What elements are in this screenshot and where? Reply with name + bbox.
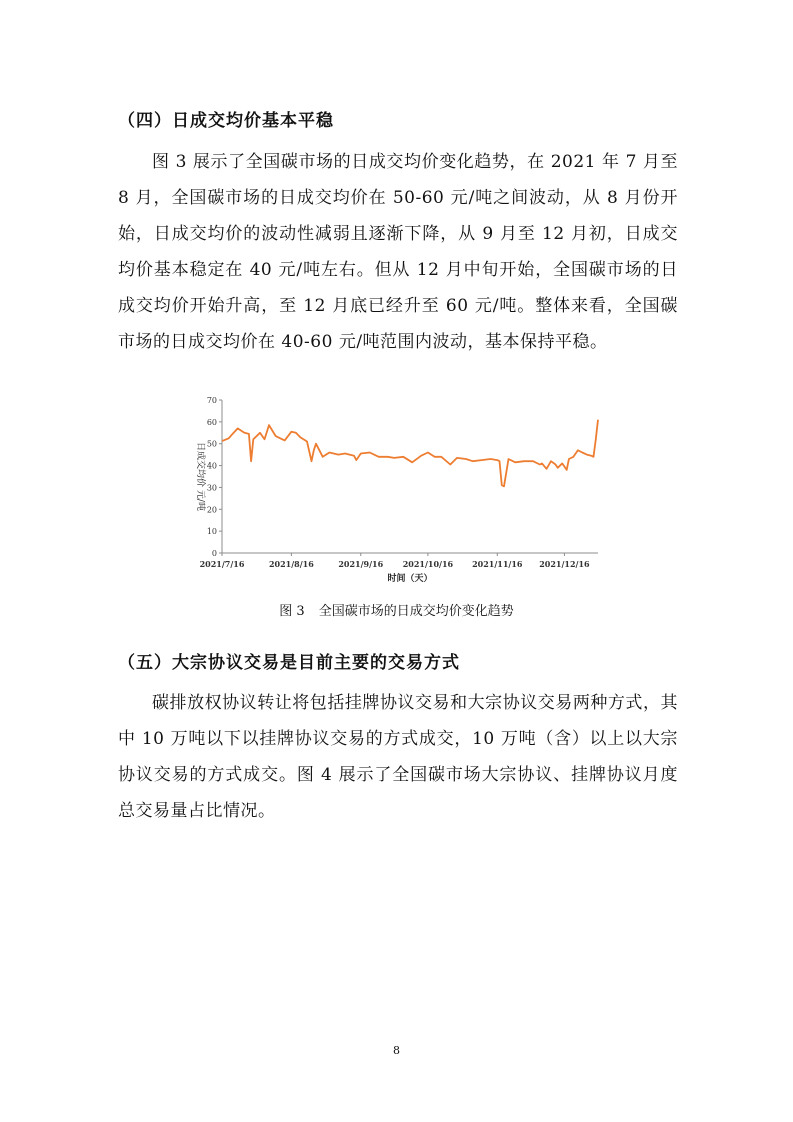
y-tick-label: 10	[206, 527, 217, 537]
x-tick-label: 2021/10/16	[402, 559, 454, 569]
y-axis-title: 日成交均价 元/吨	[195, 442, 205, 511]
price-series-line	[222, 420, 598, 487]
x-tick-label: 2021/11/16	[472, 559, 523, 569]
section-heading-4: （四）日成交均价基本平稳	[118, 111, 334, 131]
x-axis-title: 时间（天）	[387, 574, 433, 584]
y-tick-label: 60	[206, 417, 217, 427]
y-tick-label: 0	[211, 549, 217, 558]
figure-3-caption	[0, 600, 793, 619]
x-tick-label: 2021/9/16	[338, 559, 384, 569]
y-tick-label: 40	[206, 461, 217, 471]
y-tick-label: 70	[206, 396, 217, 405]
y-tick-label: 50	[206, 439, 217, 449]
x-tick-label: 2021/7/16	[199, 559, 245, 569]
y-tick-label: 20	[206, 505, 217, 515]
section-heading-5: （五）大宗协议交易是目前主要的交易方式	[118, 653, 460, 673]
figure-3-chart	[186, 392, 606, 592]
line-chart	[186, 392, 606, 592]
x-tick-label: 2021/12/16	[539, 559, 590, 569]
section-paragraph-5: 碳排放权协议转让将包括挂牌协议交易和大宗协议交易两种方式，其中 10 万吨以下以挂牌协议交易的方式成交，10 万吨（含）以上以大宗协议交易的方式成交。图 4 展示了全国碳市场大宗协议、挂牌协议月度总交易量占比情况。	[118, 693, 678, 821]
section-paragraph-4: 图 3 展示了全国碳市场的日成交均价变化趋势，在 2021 年 7 月至 8 月，全国碳市场的日成交均价在 50-60 元/吨之间波动，从 8 月份开始，日成交均价的波动性减弱且逐渐下降，从 9 月至 12 月初，日成交均价基本稳定在 40 元/吨左右。但从 12 月中旬开始，全国碳市场的日成交均价开始升高，至 12 月底已经升至 60 元/吨。整体来看，全国碳市场的日成交均价在 40-60 元/吨范围内波动，基本保持平稳。	[118, 152, 678, 352]
y-tick-label: 30	[206, 483, 217, 493]
page-number: 8	[393, 1044, 400, 1057]
figure-caption-number: 图 3	[279, 604, 305, 619]
figure-caption-text: 全国碳市场的日成交均价变化趋势	[318, 604, 514, 619]
x-tick-label: 2021/8/16	[268, 559, 314, 569]
